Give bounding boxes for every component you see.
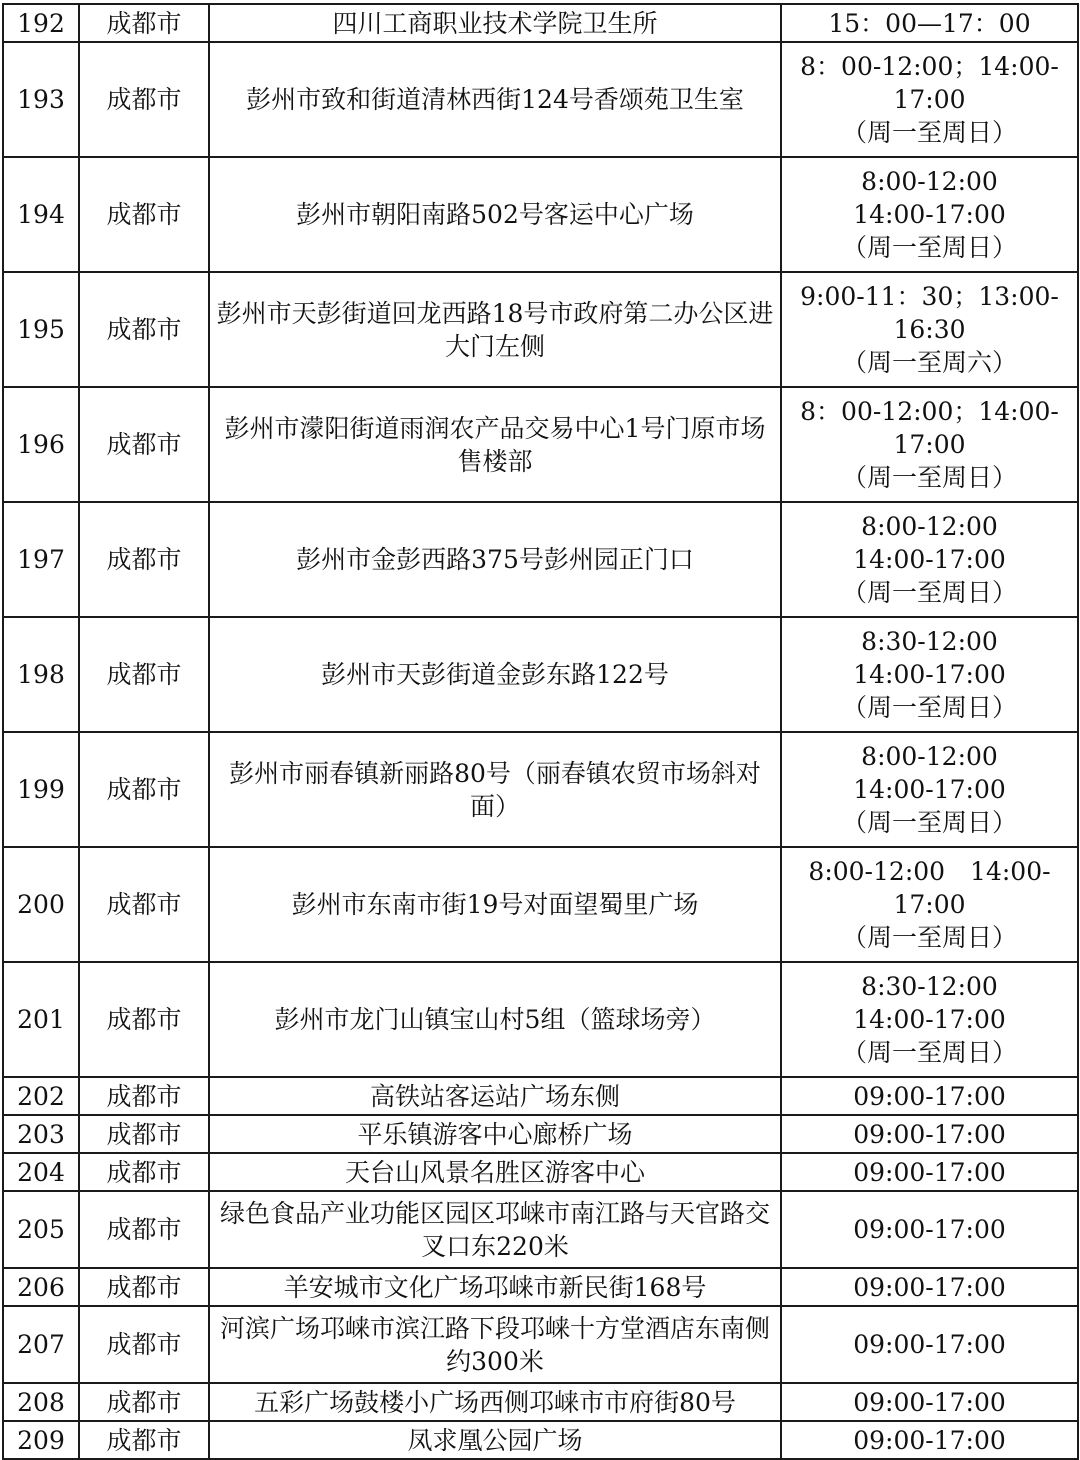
row-number-cell: 193 — [3, 42, 79, 157]
hours-line: 8:00-12:00 14:00- — [808, 857, 1051, 886]
table-row — [3, 1383, 1078, 1421]
row-number-cell: 200 — [3, 847, 79, 962]
city-cell: 成都市 — [79, 1268, 209, 1306]
hours-line: 14:00-17:00 — [853, 200, 1006, 229]
hours-line: （周一至周日） — [841, 233, 1017, 262]
hours-cell — [781, 1115, 1078, 1153]
hours-cell — [781, 42, 1078, 157]
hours-cell — [781, 502, 1078, 617]
hours-line: 8:00-12:00 — [861, 512, 998, 541]
hours-cell — [781, 962, 1078, 1077]
hours-line: 14:00-17:00 — [853, 545, 1006, 574]
city-cell: 成都市 — [79, 4, 209, 42]
table-row — [3, 1268, 1078, 1306]
hours-line: 09:00-17:00 — [853, 1119, 1006, 1149]
hours-cell — [781, 1383, 1078, 1421]
address-cell: 彭州市金彭西路375号彭州园正门口 — [209, 502, 781, 617]
table-body — [3, 4, 1078, 1459]
hours-line: 09:00-17:00 — [853, 1425, 1006, 1455]
hours-cell — [781, 1421, 1078, 1459]
row-number-cell: 196 — [3, 387, 79, 502]
city-cell: 成都市 — [79, 1383, 209, 1421]
hours-line: 09:00-17:00 — [853, 1215, 1006, 1244]
table-row — [3, 502, 1078, 617]
address-cell: 羊安城市文化广场邛崃市新民街168号 — [209, 1268, 781, 1306]
hours-line: （周一至周日） — [841, 693, 1017, 722]
table-row — [3, 272, 1078, 387]
table-row — [3, 157, 1078, 272]
hours-cell — [781, 732, 1078, 847]
city-cell: 成都市 — [79, 387, 209, 502]
address-cell: 彭州市致和街道清林西街124号香颂苑卫生室 — [209, 42, 781, 157]
hours-cell — [781, 1306, 1078, 1383]
city-cell: 成都市 — [79, 157, 209, 272]
city-cell: 成都市 — [79, 617, 209, 732]
hours-line: 8：00-12:00；14:00- — [800, 397, 1059, 426]
city-cell: 成都市 — [79, 502, 209, 617]
address-cell: 四川工商职业技术学院卫生所 — [209, 4, 781, 42]
address-cell: 彭州市龙门山镇宝山村5组（篮球场旁） — [209, 962, 781, 1077]
address-cell: 高铁站客运站广场东侧 — [209, 1077, 781, 1115]
city-cell: 成都市 — [79, 42, 209, 157]
table-row — [3, 387, 1078, 502]
hours-cell — [781, 4, 1078, 42]
hours-line: 14:00-17:00 — [853, 775, 1006, 804]
hours-cell — [781, 157, 1078, 272]
hours-line: 17:00 — [893, 890, 966, 919]
city-cell: 成都市 — [79, 1191, 209, 1268]
city-cell: 成都市 — [79, 1115, 209, 1153]
city-cell: 成都市 — [79, 847, 209, 962]
hours-line: 8:30-12:00 — [861, 627, 998, 656]
hours-line: （周一至周六） — [841, 348, 1017, 377]
address-cell: 天台山风景名胜区游客中心 — [209, 1153, 781, 1191]
hours-cell — [781, 617, 1078, 732]
table-row — [3, 42, 1078, 157]
row-number-cell: 198 — [3, 617, 79, 732]
table-row — [3, 1077, 1078, 1115]
address-cell: 凤求凰公园广场 — [209, 1421, 781, 1459]
table-row — [3, 1306, 1078, 1383]
row-number-cell: 205 — [3, 1191, 79, 1268]
address-cell: 彭州市天彭街道回龙西路18号市政府第二办公区进大门左侧 — [209, 272, 781, 387]
hours-line: 15：00—17：00 — [828, 8, 1031, 38]
city-cell: 成都市 — [79, 732, 209, 847]
address-cell: 绿色食品产业功能区园区邛崃市南江路与天官路交叉口东220米 — [209, 1191, 781, 1268]
hours-line: 09:00-17:00 — [853, 1272, 1006, 1302]
table-row — [3, 1421, 1078, 1459]
hours-line: 9:00-11：30；13:00- — [800, 282, 1059, 311]
hours-line: 17:00 — [893, 430, 966, 459]
hours-line: （周一至周日） — [841, 1038, 1017, 1067]
table-row — [3, 732, 1078, 847]
table-row — [3, 4, 1078, 42]
testing-sites-table — [2, 3, 1079, 1460]
city-cell: 成都市 — [79, 1421, 209, 1459]
table-row — [3, 1191, 1078, 1268]
table-row — [3, 617, 1078, 732]
address-cell: 五彩广场鼓楼小广场西侧邛崃市市府街80号 — [209, 1383, 781, 1421]
address-cell: 彭州市天彭街道金彭东路122号 — [209, 617, 781, 732]
hours-line: 8:00-12:00 — [861, 742, 998, 771]
hours-cell — [781, 1191, 1078, 1268]
row-number-cell: 201 — [3, 962, 79, 1077]
hours-line: （周一至周日） — [841, 578, 1017, 607]
hours-line: （周一至周日） — [841, 808, 1017, 837]
hours-line: （周一至周日） — [841, 118, 1017, 147]
row-number-cell: 208 — [3, 1383, 79, 1421]
city-cell: 成都市 — [79, 1153, 209, 1191]
hours-line: 14:00-17:00 — [853, 1005, 1006, 1034]
city-cell: 成都市 — [79, 1306, 209, 1383]
address-cell: 平乐镇游客中心廊桥广场 — [209, 1115, 781, 1153]
row-number-cell: 192 — [3, 4, 79, 42]
hours-line: 17:00 — [893, 85, 966, 114]
row-number-cell: 206 — [3, 1268, 79, 1306]
hours-cell — [781, 387, 1078, 502]
row-number-cell: 195 — [3, 272, 79, 387]
hours-line: 16:30 — [893, 315, 966, 344]
hours-line: （周一至周日） — [841, 463, 1017, 492]
row-number-cell: 199 — [3, 732, 79, 847]
row-number-cell: 197 — [3, 502, 79, 617]
table-row — [3, 1153, 1078, 1191]
address-cell: 彭州市丽春镇新丽路80号（丽春镇农贸市场斜对面） — [209, 732, 781, 847]
row-number-cell: 209 — [3, 1421, 79, 1459]
city-cell: 成都市 — [79, 1077, 209, 1115]
row-number-cell: 207 — [3, 1306, 79, 1383]
table-row — [3, 1115, 1078, 1153]
hours-line: 8:00-12:00 — [861, 167, 998, 196]
address-cell: 彭州市濛阳街道雨润农产品交易中心1号门原市场售楼部 — [209, 387, 781, 502]
hours-cell — [781, 1153, 1078, 1191]
hours-line: 8：00-12:00；14:00- — [800, 52, 1059, 81]
row-number-cell: 202 — [3, 1077, 79, 1115]
hours-line: 09:00-17:00 — [853, 1387, 1006, 1417]
hours-line: （周一至周日） — [841, 923, 1017, 952]
table-row — [3, 962, 1078, 1077]
hours-cell — [781, 847, 1078, 962]
city-cell: 成都市 — [79, 272, 209, 387]
row-number-cell: 203 — [3, 1115, 79, 1153]
table-row — [3, 847, 1078, 962]
address-cell: 彭州市朝阳南路502号客运中心广场 — [209, 157, 781, 272]
hours-cell — [781, 1077, 1078, 1115]
hours-line: 09:00-17:00 — [853, 1157, 1006, 1187]
hours-line: 14:00-17:00 — [853, 660, 1006, 689]
address-cell: 河滨广场邛崃市滨江路下段邛崃十方堂酒店东南侧约300米 — [209, 1306, 781, 1383]
hours-cell — [781, 272, 1078, 387]
hours-line: 09:00-17:00 — [853, 1081, 1006, 1111]
city-cell: 成都市 — [79, 962, 209, 1077]
address-cell: 彭州市东南市街19号对面望蜀里广场 — [209, 847, 781, 962]
row-number-cell: 194 — [3, 157, 79, 272]
hours-line: 8:30-12:00 — [861, 972, 998, 1001]
hours-cell — [781, 1268, 1078, 1306]
hours-line: 09:00-17:00 — [853, 1330, 1006, 1359]
row-number-cell: 204 — [3, 1153, 79, 1191]
